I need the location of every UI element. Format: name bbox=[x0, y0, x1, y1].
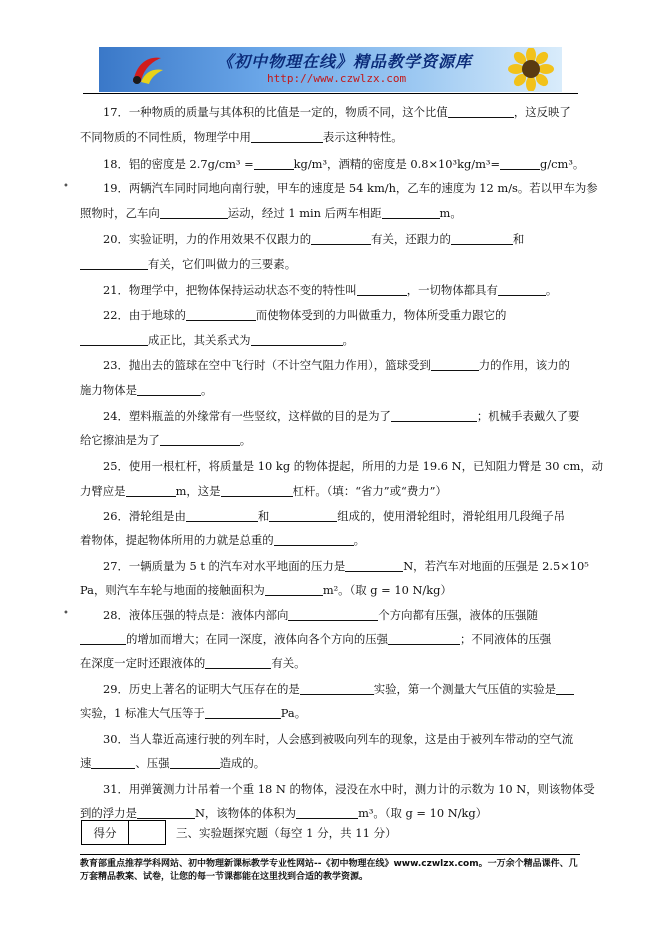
q24-line2: 给它擦油是为了 。 bbox=[80, 433, 252, 447]
q30-line1: 30．当人靠近高速行驶的列车时，人会感到被吸向列车的现象，这是由于被列车带动的空气流 bbox=[103, 732, 574, 746]
q28-line2: 的增加而增大；在同一深度，液体向各个方向的压强 ；不同液体的压强 bbox=[80, 632, 551, 646]
answer-blank[interactable] bbox=[556, 682, 574, 695]
answer-blank[interactable] bbox=[170, 756, 220, 769]
header-rule bbox=[83, 93, 578, 94]
answer-blank[interactable] bbox=[265, 583, 323, 596]
q31-line2: 到的浮力是 N，该物体的体积为 m³。（取 g = 10 N/kg） bbox=[80, 806, 488, 820]
answer-blank[interactable] bbox=[186, 509, 258, 522]
q25-line1: 25．使用一根杠杆，将质量是 10 kg 的物体提起，所用的力是 19.6 N，已知阻力臂是 30 cm，动 bbox=[103, 459, 604, 473]
answer-blank[interactable] bbox=[269, 509, 337, 522]
site-logo-icon bbox=[127, 52, 167, 88]
answer-blank[interactable] bbox=[160, 433, 240, 446]
q18-line1: 18．铝的密度是 2.7g/cm³ = kg/m³，酒精的密度是 0.8×10³kg/m³= g/cm³。 bbox=[103, 157, 585, 171]
score-box bbox=[81, 820, 166, 845]
answer-blank[interactable] bbox=[431, 358, 479, 371]
answer-blank[interactable] bbox=[300, 682, 374, 695]
bullet-mark: • bbox=[63, 181, 69, 192]
answer-blank[interactable] bbox=[345, 559, 403, 572]
q24-line1: 24．塑料瓶盖的外缘常有一些竖纹，这样做的目的是为了 ；机械手表戴久了要 bbox=[103, 409, 580, 423]
answer-blank[interactable] bbox=[391, 409, 477, 422]
answer-blank[interactable] bbox=[126, 484, 176, 497]
q28-line1: 28．液体压强的特点是：液体内部向 个方向都有压强，液体的压强随 bbox=[103, 608, 538, 622]
answer-blank[interactable] bbox=[160, 206, 228, 219]
q27-line1: 27．一辆质量为 5 t 的汽车对水平地面的压力是 N，若汽车对地面的压强是 2.5×10⁵ bbox=[103, 559, 589, 573]
q21-line1: 21．物理学中，把物体保持运动状态不变的特性叫 ，一切物体都具有 。 bbox=[103, 283, 558, 297]
q17-line1: 17．一种物质的质量与其体积的比值是一定的，物质不同，这个比值 ，这反映了 bbox=[103, 105, 571, 119]
answer-blank[interactable] bbox=[137, 383, 201, 396]
answer-blank[interactable] bbox=[382, 206, 440, 219]
answer-blank[interactable] bbox=[274, 533, 354, 546]
score-label: 得分 bbox=[82, 821, 129, 845]
q19-line1: 19．两辆汽车同时同地向南行驶，甲车的速度是 54 km/h，乙车的速度为 12 m/s。若以甲车为参 bbox=[103, 181, 598, 195]
answer-blank[interactable] bbox=[80, 257, 148, 270]
section-heading: 三、实验题探究题（每空 1 分，共 11 分） bbox=[176, 826, 397, 840]
footer-note: 教育部重点推荐学科网站、初中物理新课标教学专业性网站--《初中物理在线》www.czwlzx.com。一万余个精品课件、几万套精品教案、试卷，让您的每一节课都能在这里找到合适的教学资源。 bbox=[80, 854, 580, 884]
q30-line2: 速 、压强 造成的。 bbox=[80, 756, 266, 770]
q29-line1: 29．历史上著名的证明大气压存在的是 实验，第一个测量大气压值的实验是 bbox=[103, 682, 574, 696]
q25-line2: 力臂应是 m，这是 杠杆。（填：“省力”或“费力”） bbox=[80, 484, 447, 498]
q22-line1: 22．由于地球的 而使物体受到的力叫做重力，物体所受重力跟它的 bbox=[103, 308, 507, 322]
q20-line2: 有关，它们叫做力的三要素。 bbox=[80, 257, 296, 271]
banner-url[interactable]: http://www.czwlzx.com bbox=[267, 72, 407, 85]
answer-blank[interactable] bbox=[498, 283, 546, 296]
q20-line1: 20．实验证明，力的作用效果不仅跟力的 有关，还跟力的 和 bbox=[103, 232, 525, 246]
answer-blank[interactable] bbox=[288, 608, 378, 621]
answer-blank[interactable] bbox=[91, 756, 135, 769]
answer-blank[interactable] bbox=[451, 232, 513, 245]
q23-line2: 施力物体是 。 bbox=[80, 383, 213, 397]
sunflower-icon bbox=[502, 48, 560, 91]
answer-blank[interactable] bbox=[251, 333, 343, 346]
q28-line3: 在深度一定时还跟液体的 有关。 bbox=[80, 656, 306, 670]
answer-blank[interactable] bbox=[311, 232, 371, 245]
bullet-mark: • bbox=[63, 608, 69, 619]
banner-title: 《初中物理在线》精品教学资源库 bbox=[217, 52, 473, 71]
q26-line2: 着物体，提起物体所用的力就是总重的 。 bbox=[80, 533, 366, 547]
answer-blank[interactable] bbox=[448, 105, 514, 118]
answer-blank[interactable] bbox=[254, 157, 294, 170]
q22-line2: 成正比，其关系式为 。 bbox=[80, 333, 354, 347]
answer-blank[interactable] bbox=[80, 632, 126, 645]
q26-line1: 26．滑轮组是由 和 组成的，使用滑轮组时，滑轮组用几段绳子吊 bbox=[103, 509, 566, 523]
answer-blank[interactable] bbox=[137, 806, 195, 819]
answer-blank[interactable] bbox=[205, 656, 271, 669]
answer-blank[interactable] bbox=[500, 157, 540, 170]
answer-blank[interactable] bbox=[80, 333, 148, 346]
answer-blank[interactable] bbox=[221, 484, 293, 497]
q19-line2: 照物时，乙车向 运动，经过 1 min 后两车相距 m。 bbox=[80, 206, 462, 220]
q29-line2: 实验，1 标准大气压等于 Pa。 bbox=[80, 706, 307, 720]
q31-line1: 31．用弹簧测力计吊着一个重 18 N 的物体，浸没在水中时，测力计的示数为 10 N，则该物体受 bbox=[103, 782, 595, 796]
answer-blank[interactable] bbox=[205, 706, 281, 719]
header-banner bbox=[99, 47, 562, 92]
answer-blank[interactable] bbox=[357, 283, 407, 296]
answer-blank[interactable] bbox=[186, 308, 256, 321]
score-entry-cell[interactable] bbox=[129, 821, 166, 845]
q17-line2: 不同物质的不同性质，物理学中用 表示这种特性。 bbox=[80, 130, 403, 144]
q23-line1: 23．抛出去的篮球在空中飞行时（不计空气阻力作用），篮球受到 力的作用，该力的 bbox=[103, 358, 570, 372]
answer-blank[interactable] bbox=[251, 130, 323, 143]
answer-blank[interactable] bbox=[388, 632, 460, 645]
q27-line2: Pa，则汽车车轮与地面的接触面积为 m²。（取 g = 10 N/kg） bbox=[80, 583, 452, 597]
answer-blank[interactable] bbox=[296, 806, 358, 819]
